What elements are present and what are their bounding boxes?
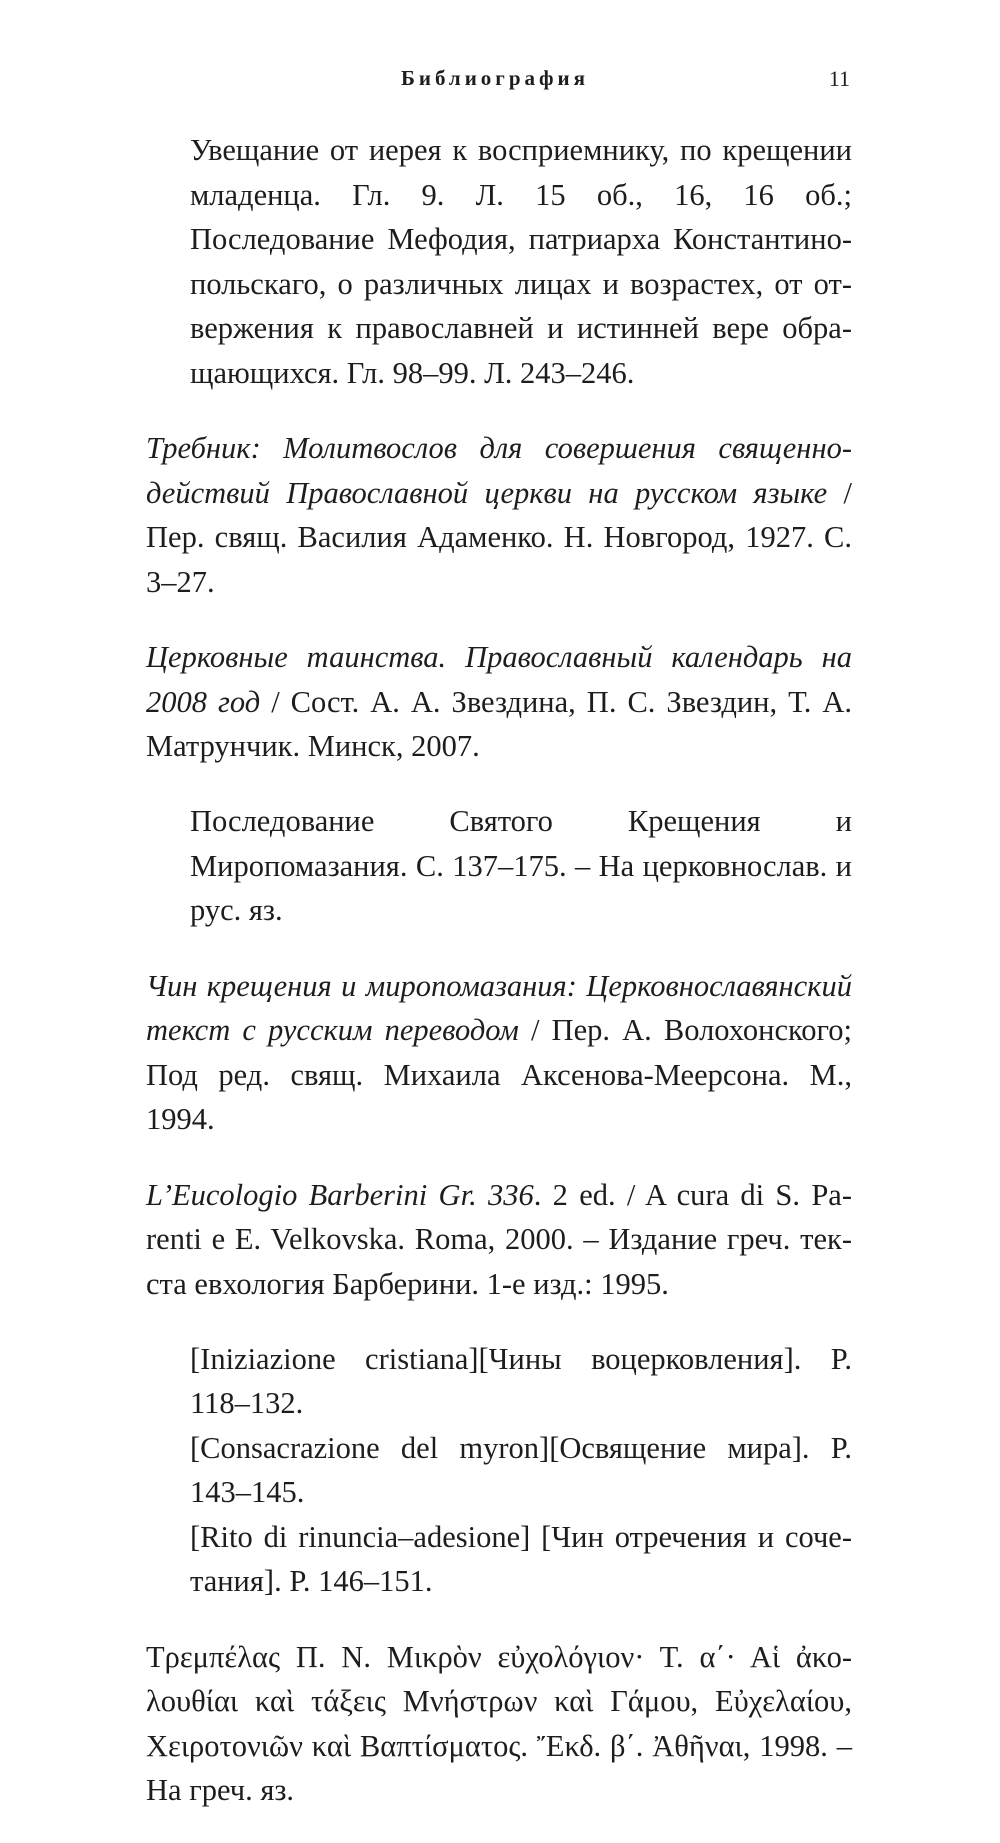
bibliography-entry <box>146 635 852 933</box>
entry-title: Церковные таинства. Православный календарь на 2008 год <box>146 640 852 719</box>
bibliography-entry <box>146 426 852 604</box>
bibliography-entry <box>146 1173 852 1604</box>
entry-citation <box>146 426 852 604</box>
entry-citation <box>146 1173 852 1307</box>
running-title: Библиография <box>400 66 590 90</box>
bibliography-entry <box>146 128 852 395</box>
entry-details: / Пер. свящ. Василия Адаменко. Н. Новгород, 1927. С. 3–27. <box>146 475 852 599</box>
entry-details: / Сост. А. А. Звездина, П. С. Звездин, Т. А. Матрунчик. Минск, 2007. <box>146 684 852 763</box>
entry-citation: Τρεμπέλας Π. Ν. Μικρὸν εὐχολόγιον· Τ. α΄· Αἱ ἀκολουθίαι καὶ τάξεις Μνήστρων καὶ Γάμου, Εὐχελαίου, Χειροτονιῶν καὶ Βαπτίσματος. Ἔκδ. β΄. Ἀθῆναι, 1998. – На греч. яз. <box>146 1639 852 1807</box>
entry-subitem: [Consacrazione del myron][Освящение мира]. P. 143–145. <box>190 1430 852 1509</box>
entry-citation <box>146 964 852 1142</box>
bibliography-entry <box>146 964 852 1142</box>
entry-details: / Пер. А. Волохонского; Под ред. свящ. Михаила Аксенова-Меерсона. М., 1994. <box>146 1013 852 1136</box>
entry-title: L’Eucologio Barberini Gr. 336 <box>146 1177 534 1212</box>
entry-subitem: Увещание от иерея к восприемнику, по крещении младенца. Гл. 9. Л. 15 об., 16, 16 об.; Последование Мефодия, патриарха Константинопольскаго, о различных лицах и возрастех, от отвержения к православней и истинней вере обращающихся. Гл. 98–99. Л. 243–246. <box>190 133 852 390</box>
entry-title: Требник: Молитвослов для совершения священнодействий Православной церкви на русском языке <box>146 431 852 510</box>
entry-details: . 2 ed. / A cura di S. Parenti e E. Velkovska. Roma, 2000. – Издание греч. текста евхология Барберини. 1-е изд.: 1995. <box>146 1177 852 1301</box>
page-number: 11 <box>828 66 850 91</box>
entry-title: Чин крещения и миропомазания: Церковнославянский текст с русским переводом <box>146 968 852 1047</box>
page-header <box>0 66 1000 102</box>
entry-citation <box>146 635 852 769</box>
bibliography-entry <box>146 1635 852 1813</box>
entry-subitem: [Iniziazione cristiana][Чины воцерковления]. P. 118–132. <box>190 1341 852 1420</box>
entry-subitem: [Rito di rinuncia–adesione] [Чин отречения и сочетания]. P. 146–151. <box>190 1519 852 1598</box>
bibliography-list <box>146 128 852 1843</box>
entry-subitem: Последование Святого Крещения и Миропомазания. С. 137–175. – На церковнослав. и рус. яз. <box>190 804 852 927</box>
